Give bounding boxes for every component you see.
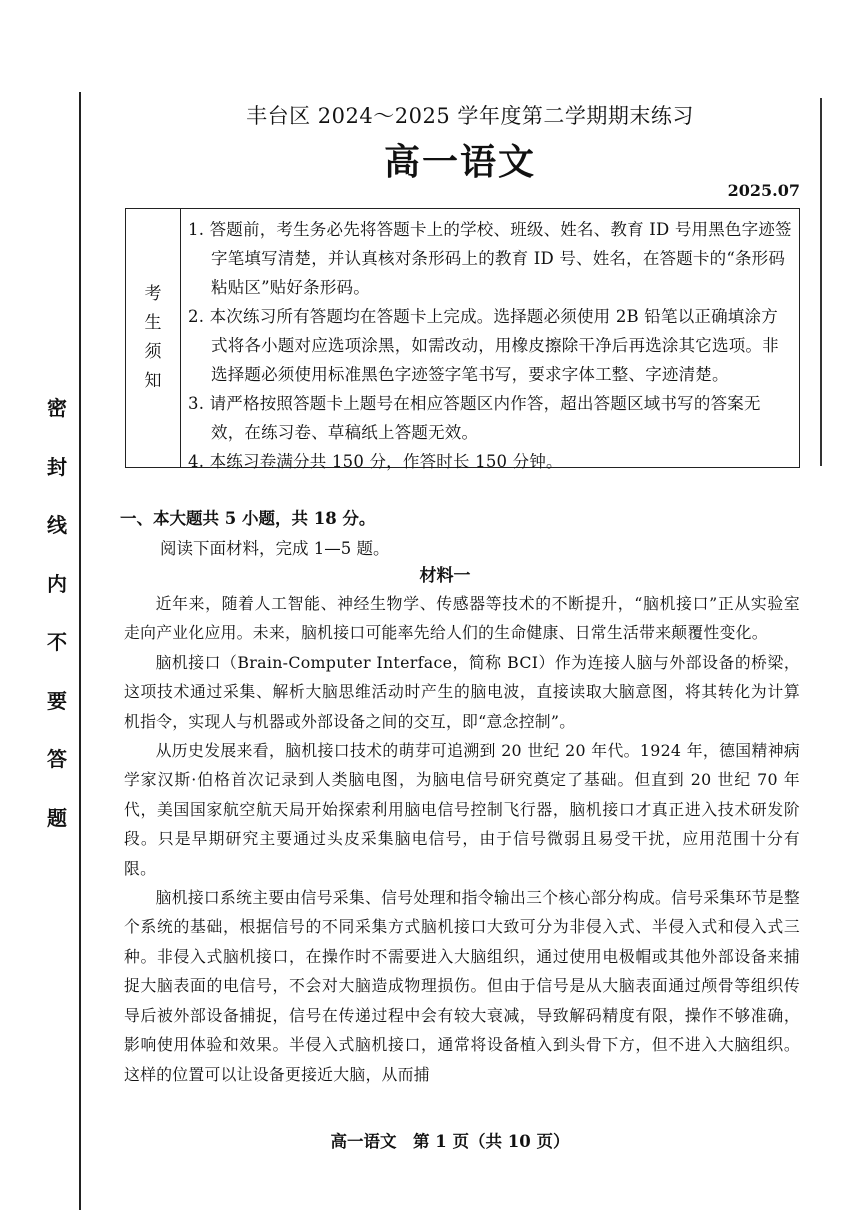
page-footer: 高一语文 第 1 页（共 10 页） bbox=[330, 1132, 570, 1151]
side-char: 题 bbox=[47, 805, 67, 830]
exam-date: 2025.07 bbox=[727, 181, 800, 200]
side-char: 封 bbox=[47, 454, 67, 479]
paragraph: 从历史发展来看，脑机接口技术的萌芽可追溯到 20 世纪 20 年代。1924 年，德国精神病学家汉斯·伯格首次记录到人类脑电图，为脑电信号研究奠定了基础。但直到 20 世纪 70 年代，美国国家航空航天局开始探索利用脑电信号控制飞行器，脑机接口才真正进入技术研发阶段。只是早期研究主要通过头皮采集脑电信号，由于信号微弱且易受干扰，应用范围十分有限。 bbox=[124, 741, 800, 878]
paragraph: 脑机接口系统主要由信号采集、信号处理和指令输出三个核心部分构成。信号采集环节是整个系统的基础，根据信号的不同采集方式脑机接口大致可分为非侵入式、半侵入式和侵入式三种。非侵入式脑机接口，在操作时不需要进入大脑组织，通过使用电极帽或其他外部设备来捕捉大脑表面的电信号，不会对大脑造成物理损伤。但由于信号是从大脑表面通过颅骨等组织传导后被外部设备捕捉，信号在传递过程中会有较大衰减，导致解码精度有限，操作不够准确，影响使用体验和效果。半侵入式脑机接口，通常将设备植入到头骨下方，但不进入大脑组织。这样的位置可以让设备更接近大脑，从而捕 bbox=[124, 888, 800, 1084]
section-heading: 一、本大题共 5 小题，共 18 分。 bbox=[120, 509, 376, 528]
material-title: 材料一 bbox=[419, 566, 471, 586]
notice-label bbox=[126, 209, 181, 467]
paragraph: 脑机接口（Brain-Computer Interface，简称 BCI）作为连接人脑与外部设备的桥梁，这项技术通过采集、解析大脑思维活动时产生的脑电波，直接读取大脑意图，将其转化为计算机指令，实现人与机器或外部设备之间的交互，即“意念控制”。 bbox=[124, 652, 800, 731]
margin-rule bbox=[820, 98, 822, 466]
notice-item: 3. 请严格按照答题卡上题号在相应答题区内作答，超出答题区域书写的答案无效，在练习卷、草稿纸上答题无效。 bbox=[188, 394, 761, 442]
reading-instruction: 阅读下面材料，完成 1—5 题。 bbox=[160, 539, 390, 558]
paragraph: 近年来，随着人工智能、神经生物学、传感器等技术的不断提升，“脑机接口”正从实验室走向产业化应用。未来，脑机接口可能率先给人们的生命健康、日常生活带来颠覆性变化。 bbox=[124, 594, 800, 643]
material-body bbox=[124, 589, 800, 1089]
notice-item: 2. 本次练习所有答题均在答题卡上完成。选择题必须使用 2B 铅笔以正确填涂方式将各小题对应选项涂黑，如需改动，用橡皮擦除干净后再选涂其它选项。非选择题必须使用标准黑色字迹签字笔书写，要求字体工整、字迹清楚。 bbox=[188, 307, 779, 384]
notice-list bbox=[188, 215, 793, 476]
side-char: 内 bbox=[47, 571, 67, 596]
notice-label-char: 知 bbox=[144, 371, 162, 391]
notice-label-char: 须 bbox=[144, 342, 162, 362]
candidate-notice-box bbox=[125, 208, 800, 471]
side-char: 答 bbox=[47, 747, 67, 771]
subject-title: 高一语文 bbox=[383, 142, 536, 183]
notice-item: 1. 答题前，考生务必先将答题卡上的学校、班级、姓名、教育 ID 号用黑色字迹签字笔填写清楚，并认真核对条形码上的教育 ID 号、姓名，在答题卡的“条形码粘贴区”贴好条形码。 bbox=[188, 220, 792, 297]
notice-label-char: 考 bbox=[144, 284, 162, 304]
binding-line bbox=[79, 92, 81, 1210]
binding-line-note bbox=[42, 398, 72, 866]
notice-item: 4. 本练习卷满分共 150 分，作答时长 150 分钟。 bbox=[188, 452, 563, 471]
notice-label-char: 生 bbox=[144, 313, 162, 333]
exam-title: 丰台区 2024～2025 学年度第二学期期末练习 bbox=[246, 104, 694, 128]
side-char: 线 bbox=[47, 513, 67, 537]
side-char: 不 bbox=[47, 630, 67, 654]
side-char: 要 bbox=[47, 688, 67, 713]
side-char: 密 bbox=[47, 396, 67, 420]
